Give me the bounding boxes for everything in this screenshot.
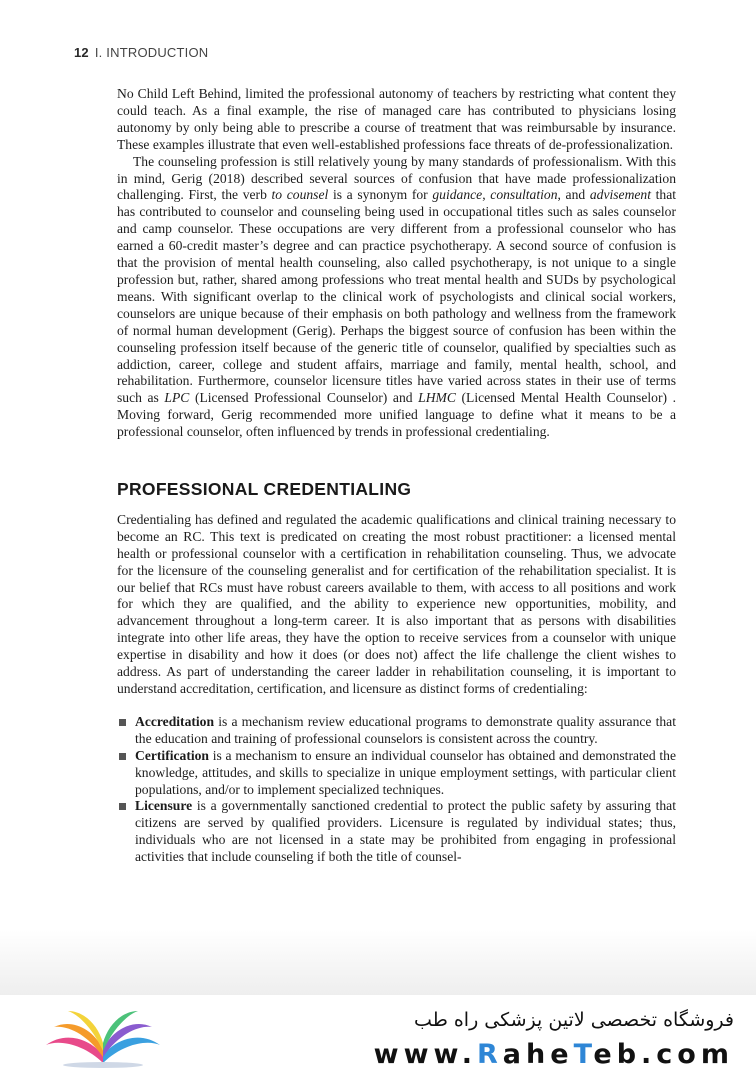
term-advisement: advisement — [589, 187, 651, 203]
url-suffix: eb.com — [593, 1039, 734, 1070]
store-url — [374, 1039, 734, 1070]
list-item-certification — [117, 748, 676, 799]
term-consultation: consultation — [490, 187, 558, 203]
term-lhmc: LHMC — [418, 390, 456, 406]
p2-text-b: is a synonym for — [328, 187, 433, 203]
store-name: فروشگاه تخصصی لاتین پزشکی راه طب — [414, 1009, 734, 1031]
paragraph-3: Credentialing has defined and regulated the academic qualifications and clinical training necessary to become an RC. This text is predicated on creating the most robust practitioner: a licensed mental health or professional counselor with a certification in rehabilitation counseling. Thus, we advocate for the licensure of the counseling generalist and for certification of the rehabilitation specialist. It is our belief that RCs must have robust careers available to them, with access to all positions and work for which they are qualified, and the ability to experience new opportunities, mobility, and advancement throughout a long-term career. It is also important that as persons with disabilities integrate into other life areas, they have the option to receive services from a counselor with unique expertise in disability and how it does (or does not) affect the life challenge the client wishes to address. As part of understanding the career ladder in rehabilitation counseling, it is important to understand accreditation, certification, and licensure as distinct forms of credentialing: — [117, 511, 676, 696]
section-heading: PROFESSIONAL CREDENTIALING — [117, 479, 412, 500]
credential-list — [117, 714, 676, 866]
url-mid: ahe — [502, 1039, 574, 1070]
p2-text-g: (Licensed Mental Health Counselor) . Moving forward, Gerig recommended more unified language to define what it means to be a professional counselor, often influenced by trends in professional credentialing. — [117, 390, 676, 440]
p2-text-e: that has contributed to counselor and counseling being used in occupational titles such as sales counselor and camp counselor. These occupations are very different from a professional counselor who has earned a 60-credit master’s degree and can practice psychotherapy. A second source of confusion is that the provision of mental health counseling, also called psychotherapy, is not unique to a single profession but, rather, shared among professions who treat mental health and SUDs by psychological means. With significant overlap to the clinical work of psychologists and clinical social workers, counselors are unique because of their emphasis on both pathology and wellness from the framework of normal human development (Gerig). Perhaps the biggest source of confusion has been within the counseling profession itself because of the generic title of counselor, qualified by specialties such as addiction, career, college and student affairs, marriage and family, mental health, school, and rehabilitation. Furthermore, counselor licensure titles have varied across states in their use of terms such as — [117, 187, 677, 406]
bullet-text: is a governmentally sanctioned credential to protect the public safety by assuring that citizens are served by qualified providers. Licensure is regulated by individual states; thus, individuals who are not licensed in a state may be prohibited from engaging in professional activities that include counseling if both the title of counsel- — [135, 798, 676, 865]
page-number: 12 — [74, 45, 89, 60]
term-lpc: LPC — [164, 390, 190, 406]
p2-text-a: The counseling profession is still relatively young by many standards of professionalism. With this in mind, Gerig (2018) described several sources of confusion that have made professionalization challenging. First, the verb — [117, 153, 676, 203]
bullet-term: Certification — [135, 747, 209, 763]
paragraph-1: No Child Left Behind, limited the professional autonomy of teachers by restricting what content they could teach. As a final example, the rise of managed care has contributed to physicians losing autonomy by only being able to prescribe a course of treatment that was reimbursable by insurance. These examples illustrate that even well-established professions face threats of de-professionalization. — [117, 86, 676, 152]
body-text — [117, 86, 676, 866]
url-accent: R — [477, 1039, 503, 1070]
bullet-term: Licensure — [135, 798, 193, 814]
paragraph-2 — [117, 154, 676, 441]
url-accent-2: T — [573, 1039, 594, 1070]
bottom-fade — [0, 930, 756, 1000]
list-item-accreditation — [117, 714, 676, 748]
url-prefix: www. — [373, 1039, 477, 1070]
bullet-text: is a mechanism to ensure an individual counselor has obtained and demonstrated the knowledge, attitudes, and skills to specialize in unique employment settings, with particular client populations, and/or to implement specialized techniques. — [135, 747, 676, 797]
p2-text-d: , and — [557, 187, 590, 203]
p2-text-c: , — [482, 187, 491, 203]
bullet-text: is a mechanism review educational programs to demonstrate quality assurance that the education and training of professional counselors is consistent across the country. — [135, 713, 676, 746]
p2-text-f: (Licensed Professional Counselor) and — [189, 390, 419, 406]
term-guidance: guidance — [432, 187, 483, 203]
term-to-counsel: to counsel — [271, 187, 329, 203]
bullet-term: Accreditation — [135, 713, 215, 729]
open-book-logo-icon — [40, 1005, 166, 1071]
list-item-licensure — [117, 798, 676, 866]
section-label: I. INTRODUCTION — [94, 45, 209, 60]
store-banner — [0, 995, 756, 1080]
running-head — [74, 45, 208, 60]
